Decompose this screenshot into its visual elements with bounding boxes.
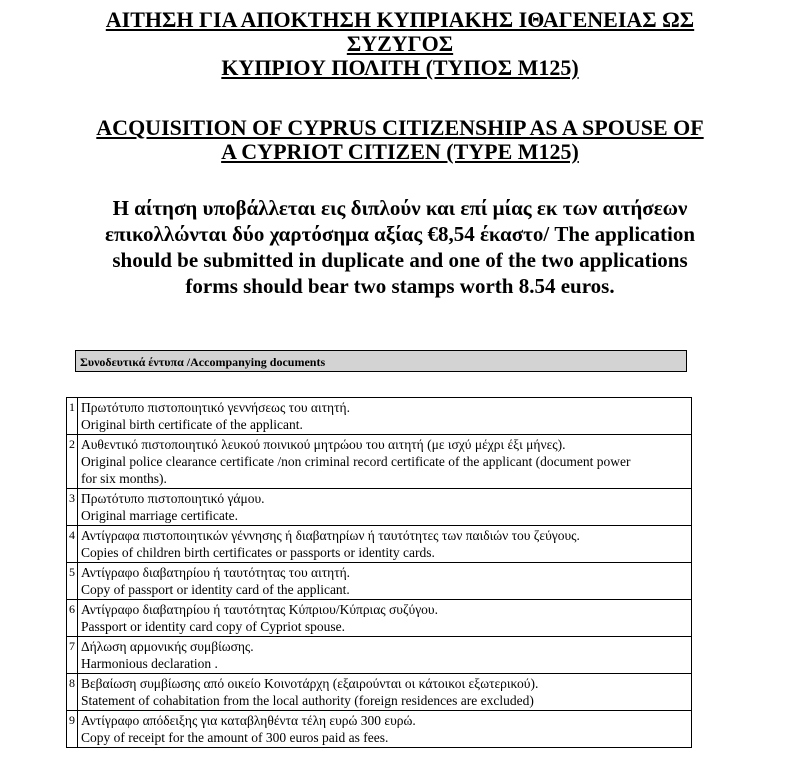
row-text xyxy=(78,489,692,526)
row-number: 3 xyxy=(67,489,78,526)
table-row xyxy=(67,435,692,489)
title-english-line: A CYPRIOT CITIZEN (TYPE M125) xyxy=(221,139,579,164)
row-line: Harmonious declaration . xyxy=(81,656,218,671)
table-row xyxy=(67,526,692,563)
title-greek-line: ΚΥΠΡΙΟΥ ΠΟΛΙΤΗ (ΤΥΠΟΣ Μ125) xyxy=(221,55,579,80)
row-number: 9 xyxy=(67,711,78,748)
table-row xyxy=(67,600,692,637)
row-text xyxy=(78,526,692,563)
row-number: 6 xyxy=(67,600,78,637)
table-row xyxy=(67,674,692,711)
row-text xyxy=(78,711,692,748)
row-line: Statement of cohabitation from the local authority (foreign residences are excluded) xyxy=(81,693,534,708)
table-row xyxy=(67,637,692,674)
row-line: Original marriage certificate. xyxy=(81,508,239,523)
row-line: Βεβαίωση συμβίωσης από οικείο Κοινοτάρχη (εξαιρούνται οι κάτοικοι εξωτερικού). xyxy=(81,676,539,691)
table-row xyxy=(67,489,692,526)
row-line: Passport or identity card copy of Cypriot spouse. xyxy=(81,619,345,634)
row-number: 4 xyxy=(67,526,78,563)
table-row xyxy=(67,711,692,748)
row-line: Copy of passport or identity card of the applicant. xyxy=(81,582,350,597)
table-row xyxy=(67,398,692,435)
title-greek xyxy=(60,8,740,80)
row-line: Original police clearance certificate /non criminal record certificate of the applicant (document power xyxy=(81,454,631,469)
row-line: Copies of children birth certificates or passports or identity cards. xyxy=(81,545,435,560)
row-text xyxy=(78,674,692,711)
row-line: Αντίγραφο διαβατηρίου ή ταυτότητας Κύπριου/Κύπριας συζύγου. xyxy=(81,602,438,617)
row-line: for six months). xyxy=(81,471,167,486)
title-greek-line: ΑΙΤΗΣΗ ΓΙΑ ΑΠΟΚΤΗΣΗ ΚΥΠΡΙΑΚΗΣ ΙΘΑΓΕΝΕΙΑΣ ΩΣ xyxy=(105,7,695,32)
accompanying-documents-header: Συνοδευτικά έντυπα /Accompanying documents xyxy=(75,350,687,372)
row-number: 7 xyxy=(67,637,78,674)
title-english-line: ACQUISITION OF CYPRUS CITIZENSHIP AS A SPOUSE OF xyxy=(96,115,704,140)
table-row xyxy=(67,563,692,600)
row-line: Αντίγραφα πιστοποιητικών γέννησης ή διαβατηρίων ή ταυτότητες των παιδιών του ζεύγους. xyxy=(81,528,580,543)
row-number: 1 xyxy=(67,398,78,435)
notice-line: forms should bear two stamps worth 8.54 euros. xyxy=(185,274,615,298)
notice-line: should be submitted in duplicate and one of the two applications xyxy=(112,248,688,272)
title-english xyxy=(60,116,740,164)
documents-table xyxy=(66,397,692,748)
row-number: 5 xyxy=(67,563,78,600)
row-line: Πρωτότυπο πιστοποιητικό γάμου. xyxy=(81,491,265,506)
submission-notice xyxy=(60,195,740,299)
row-line: Δήλωση αρμονικής συμβίωσης. xyxy=(81,639,254,654)
row-text xyxy=(78,398,692,435)
row-text xyxy=(78,637,692,674)
row-number: 2 xyxy=(67,435,78,489)
row-line: Πρωτότυπο πιστοποιητικό γεννήσεως του αιτητή. xyxy=(81,400,350,415)
row-line: Αυθεντικό πιστοποιητικό λευκού ποινικού μητρώου του αιτητή (με ισχύ μέχρι έξι μήνες). xyxy=(81,437,566,452)
row-line: Copy of receipt for the amount of 300 euros paid as fees. xyxy=(81,730,389,745)
row-line: Αντίγραφο απόδειξης για καταβληθέντα τέλη ευρώ 300 ευρώ. xyxy=(81,713,416,728)
row-text xyxy=(78,600,692,637)
row-number: 8 xyxy=(67,674,78,711)
row-line: Original birth certificate of the applicant. xyxy=(81,417,303,432)
notice-line: Η αίτηση υποβάλλεται εις διπλούν και επί μίας εκ των αιτήσεων xyxy=(112,196,688,220)
row-line: Αντίγραφο διαβατηρίου ή ταυτότητας του αιτητή. xyxy=(81,565,351,580)
notice-line: επικολλώνται δύο χαρτόσημα αξίας €8,54 έκαστο/ The application xyxy=(104,222,696,246)
row-text xyxy=(78,435,692,489)
row-text xyxy=(78,563,692,600)
title-greek-line: ΣΥΖΥΓΟΣ xyxy=(346,31,454,56)
